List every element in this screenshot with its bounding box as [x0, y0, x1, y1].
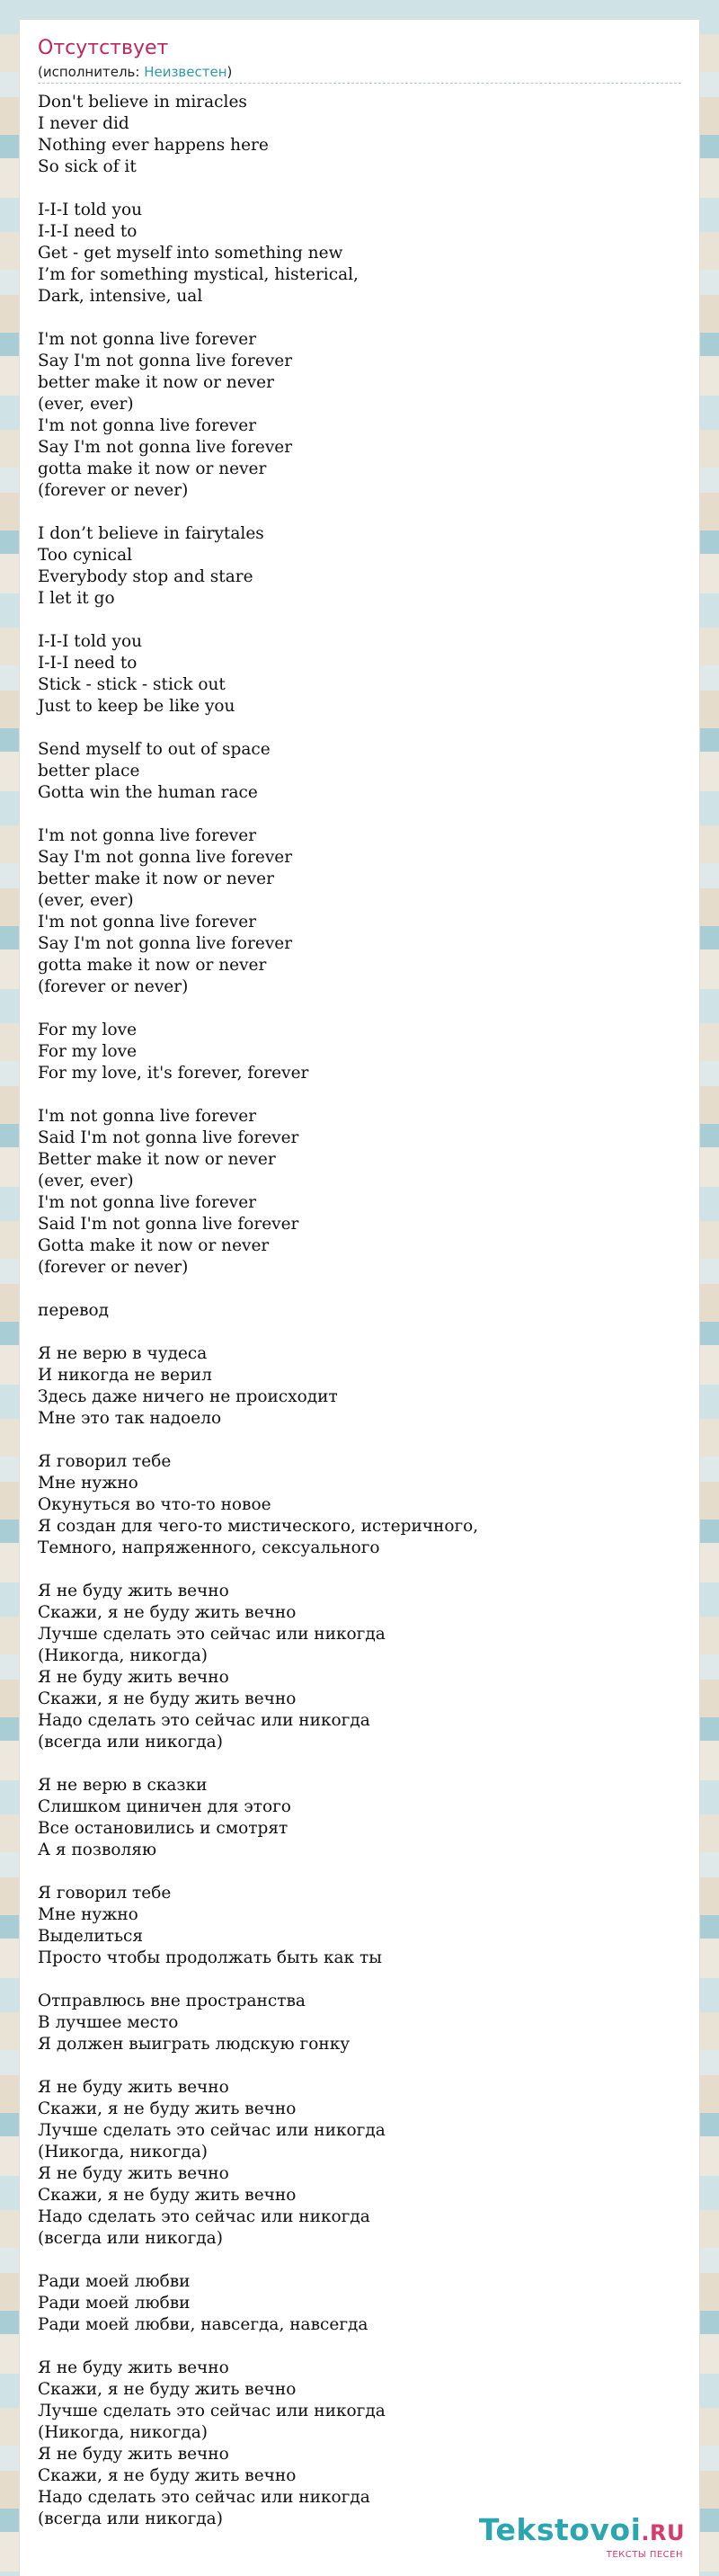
lyric-line: Выделиться: [38, 1927, 144, 1946]
title-divider: [38, 83, 681, 84]
lyric-line: So sick of it: [38, 157, 137, 176]
lyric-line: (Никогда, никогда): [38, 2423, 208, 2442]
stanza-gap: [38, 1322, 685, 1343]
lyric-line: Everybody stop and stare: [38, 567, 253, 586]
stanza-gap: [38, 1559, 685, 1581]
lyric-line: Скажи, я не буду жить вечно: [38, 2466, 297, 2485]
lyric-line: Dark, intensive, ual: [38, 287, 203, 306]
stanza-gap: [38, 1084, 685, 1106]
lyric-line: Надо сделать это сейчас или никогда: [38, 2488, 370, 2507]
lyric-line: I-I-I told you: [38, 201, 143, 219]
lyric-line: Gotta win the human race: [38, 783, 258, 802]
lyric-line: (всегда или никогда): [38, 2509, 223, 2528]
lyric-line: Окунуться во что-то новое: [38, 1495, 271, 1514]
lyric-line: better make it now or never: [38, 869, 274, 888]
lyric-line: Надо сделать это сейчас или никогда: [38, 2207, 370, 2226]
lyrics-card: [20, 20, 699, 2576]
lyric-line: For my love: [38, 1021, 138, 1039]
lyric-line: Send myself to out of space: [38, 740, 271, 759]
lyric-line: Я не верю в чудеса: [38, 1344, 208, 1363]
lyric-line: Better make it now or never: [38, 1150, 276, 1169]
lyric-line: А я позволяю: [38, 1841, 157, 1859]
stanza-gap: [38, 178, 685, 200]
lyric-line: И никогда не верил: [38, 1366, 212, 1385]
lyric-line: gotta make it now or never: [38, 459, 267, 478]
artist-link[interactable]: Неизвестен: [144, 64, 227, 80]
lyric-line: Я не буду жить вечно: [38, 1582, 229, 1600]
lyric-line: I’m for something mystical, histerical,: [38, 265, 359, 284]
lyric-line: Лучше сделать это сейчас или никогда: [38, 2402, 386, 2420]
lyric-line: Gotta make it now or never: [38, 1236, 270, 1255]
site-logo[interactable]: [479, 2514, 685, 2560]
lyric-line: Скажи, я не буду жить вечно: [38, 2099, 297, 2118]
lyric-line: (Никогда, никогда): [38, 2143, 208, 2162]
lyric-line: перевод: [38, 1301, 110, 1320]
lyric-line: Say I'm not gonna live forever: [38, 352, 293, 370]
lyric-line: Я не верю в сказки: [38, 1776, 208, 1795]
lyric-line: Здесь даже ничего не происходит: [38, 1387, 338, 1406]
lyric-line: Я говорил тебе: [38, 1884, 172, 1903]
lyric-line: I-I-I need to: [38, 654, 138, 673]
lyric-line: (Никогда, никогда): [38, 1646, 208, 1665]
lyric-line: Мне нужно: [38, 1474, 138, 1493]
lyric-line: Just to keep be like you: [38, 697, 235, 716]
lyric-line: Я должен выиграть людскую гонку: [38, 2035, 351, 2054]
lyric-line: Я создан для чего-то мистического, истеричного,: [38, 1517, 479, 1536]
lyric-line: Я говорил тебе: [38, 1452, 172, 1471]
lyric-line: Скажи, я не буду жить вечно: [38, 1689, 297, 1708]
lyric-line: (forever or never): [38, 481, 189, 500]
lyric-line: Лучше сделать это сейчас или никогда: [38, 2121, 386, 2140]
lyric-line: Скажи, я не буду жить вечно: [38, 2186, 297, 2205]
lyric-line: Я не буду жить вечно: [38, 2078, 229, 2097]
lyric-line: (forever or never): [38, 977, 189, 996]
lyric-line: Don't believe in miracles: [38, 93, 247, 111]
lyric-line: I let it go: [38, 589, 115, 608]
lyric-line: Nothing ever happens here: [38, 136, 269, 155]
lyric-line: Слишком циничен для этого: [38, 1797, 291, 1816]
lyric-line: I never did: [38, 114, 129, 133]
stanza-gap: [38, 2250, 685, 2271]
lyric-line: Я не буду жить вечно: [38, 2164, 229, 2183]
lyric-line: Скажи, я не буду жить вечно: [38, 1603, 297, 1622]
stanza-gap: [38, 998, 685, 1020]
lyric-line: gotta make it now or never: [38, 956, 267, 975]
lyric-line: Say I'm not gonna live forever: [38, 934, 293, 953]
lyric-line: Я не буду жить вечно: [38, 1668, 229, 1687]
stanza-gap: [38, 1430, 685, 1451]
lyric-line: For my love, it's forever, forever: [38, 1064, 309, 1083]
lyric-line: For my love: [38, 1042, 138, 1061]
lyric-line: Надо сделать это сейчас или никогда: [38, 1711, 370, 1730]
lyric-line: Said I'm not gonna live forever: [38, 1215, 299, 1234]
lyric-line: I don’t believe in fairytales: [38, 524, 264, 543]
artist-prefix: (исполнитель:: [38, 64, 145, 80]
lyric-line: В лучшее место: [38, 2013, 179, 2032]
logo-tld: .RU: [641, 2520, 685, 2545]
lyric-line: (ever, ever): [38, 891, 134, 910]
lyric-line: (ever, ever): [38, 1172, 134, 1190]
lyric-line: Просто чтобы продолжать быть как ты: [38, 1948, 382, 1967]
lyric-line: Мне нужно: [38, 1905, 138, 1924]
lyric-line: Say I'm not gonna live forever: [38, 848, 293, 867]
lyric-line: I-I-I need to: [38, 222, 138, 241]
page-title: Отсутствует: [38, 37, 169, 59]
stanza-gap: [38, 1753, 685, 1775]
stanza-gap: [38, 2336, 685, 2358]
lyric-line: Too cynical: [38, 546, 133, 565]
stanza-gap: [38, 1279, 685, 1300]
lyric-line: (всегда или никогда): [38, 1733, 223, 1752]
lyric-line: Ради моей любви: [38, 2294, 191, 2313]
lyrics-text: [38, 92, 685, 2530]
lyric-line: (ever, ever): [38, 395, 134, 414]
lyric-line: I'm not gonna live forever: [38, 1193, 257, 1212]
logo-name: Tekstovoi: [478, 2512, 642, 2547]
stanza-gap: [38, 610, 685, 631]
lyric-line: (forever or never): [38, 1258, 189, 1277]
artist-suffix: ): [226, 64, 233, 80]
lyric-line: Stick - stick - stick out: [38, 675, 226, 694]
stanza-gap: [38, 502, 685, 523]
lyric-line: Мне это так надоело: [38, 1409, 222, 1428]
lyric-line: Get - get myself into something new: [38, 244, 343, 263]
lyric-line: Said I'm not gonna live forever: [38, 1128, 299, 1147]
lyric-line: I'm not gonna live forever: [38, 330, 257, 349]
lyric-line: Я не буду жить вечно: [38, 2445, 229, 2464]
lyric-line: Темного, напряженного, сексуального: [38, 1538, 380, 1557]
lyric-line: Say I'm not gonna live forever: [38, 438, 293, 457]
lyric-line: I'm not gonna live forever: [38, 416, 257, 435]
lyric-line: I-I-I told you: [38, 632, 143, 651]
lyric-line: Отправлюсь вне пространства: [38, 1992, 306, 2010]
stanza-gap: [38, 804, 685, 825]
stanza-gap: [38, 2055, 685, 2077]
stanza-gap: [38, 1861, 685, 1883]
lyric-line: Лучше сделать это сейчас или никогда: [38, 1625, 386, 1644]
lyric-line: Я не буду жить вечно: [38, 2358, 229, 2377]
stanza-gap: [38, 1969, 685, 1991]
lyric-line: Ради моей любви: [38, 2272, 191, 2291]
lyric-line: I'm not gonna live forever: [38, 1107, 257, 1126]
lyric-line: Все остановились и смотрят: [38, 1819, 288, 1838]
lyric-line: I'm not gonna live forever: [38, 826, 257, 845]
lyric-line: better make it now or never: [38, 373, 274, 392]
lyric-line: better place: [38, 762, 140, 780]
stanza-gap: [38, 718, 685, 739]
logo-wordmark: [479, 2514, 685, 2549]
lyric-line: (всегда или никогда): [38, 2229, 223, 2248]
stanza-gap: [38, 308, 685, 329]
lyric-line: I'm not gonna live forever: [38, 913, 257, 931]
logo-tagline: ТЕКСТЫ ПЕСЕН: [606, 2550, 683, 2560]
lyric-line: Скажи, я не буду жить вечно: [38, 2380, 297, 2399]
lyric-line: Ради моей любви, навсегда, навсегда: [38, 2315, 368, 2334]
artist-line: [38, 63, 232, 81]
